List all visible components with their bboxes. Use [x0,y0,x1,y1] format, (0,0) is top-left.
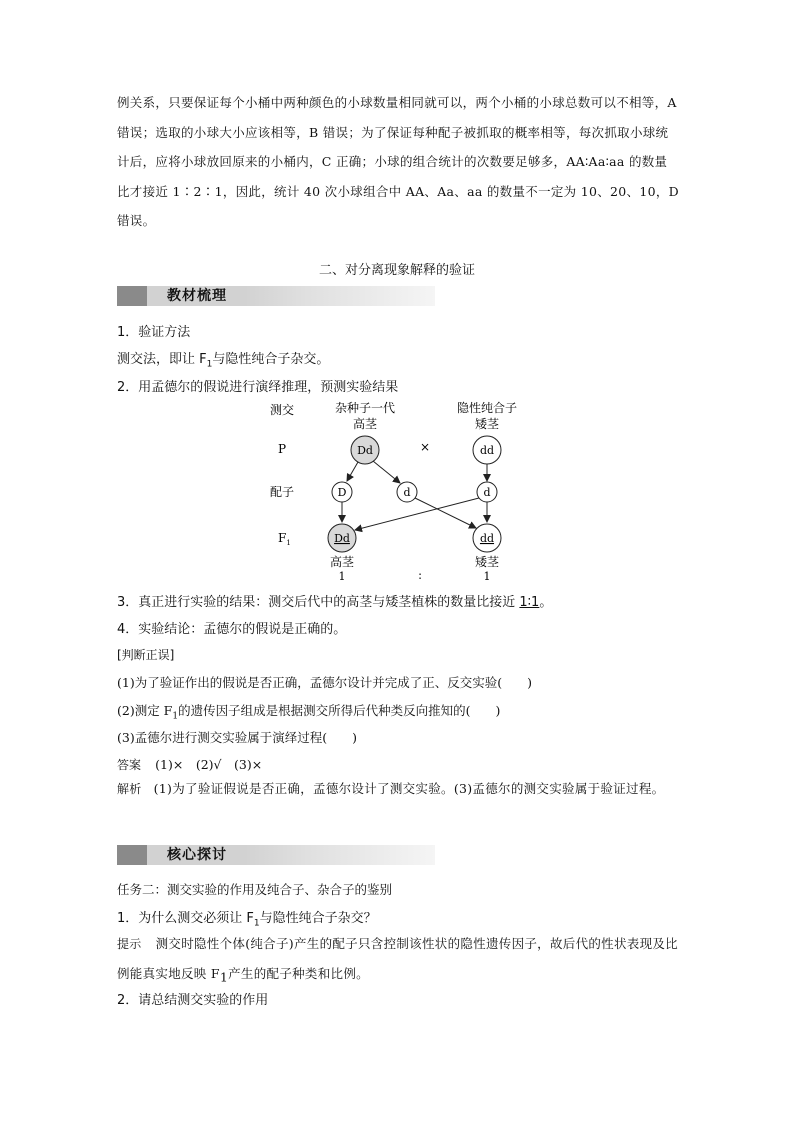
offspring-dd-label: dd [479,532,495,545]
parent-hetero-label: Dd [357,444,373,457]
arrow-d1-to-dd [415,498,476,528]
offspring-Dd-label: Dd [334,532,350,545]
answer-label: 答案 [117,758,142,772]
item3-text [117,591,552,610]
arrow-d2-to-Dd [355,498,479,530]
q1-post: 与隐性纯合子杂交？ [259,911,377,926]
testcross-diagram [260,398,540,583]
banner-core-discussion [117,845,435,865]
gamete-D-label: D [337,486,347,499]
item1-sub: 1 [206,359,213,370]
item1-text [117,348,329,370]
hint-paragraph [117,929,679,992]
analysis-label: 解析 [117,782,142,796]
item4-text: 4．实验结论：孟德尔的假说是正确的。 [117,622,347,637]
ratio-right: 1 [483,570,491,583]
recessive-title: 隐性纯合子 [456,401,518,415]
item1-text-post: 与隐性纯合子杂交。 [212,352,330,367]
task-text: 任务二：测交实验的作用及纯合子、杂合子的鉴别 [117,882,393,897]
question-2: 2．请总结测交实验的作用 [117,993,269,1008]
recessive-phenotype: 矮茎 [474,417,500,431]
judge-item-1: (1)为了验证作出的假说是否正确，孟德尔设计并完成了正、反交实验( ) [117,675,532,690]
hint-text-post: 产生的配子种类和比例。 [228,966,369,981]
answer-text: (1)× (2)√ (3)× [155,757,263,772]
judge2-post: 的遗传因子组成是根据测交所得后代种类反向推知的( ) [178,703,501,718]
arrow-p1-to-D [347,462,358,481]
item1-heading: 1．验证方法 [117,325,191,340]
intro-paragraph [117,88,679,236]
offspring-tall-label: 高茎 [329,555,355,569]
item2-heading: 2．用孟德尔的假说进行演绎推理，预测实验结果 [117,380,399,395]
ratio-left: 1 [338,570,346,583]
banner2-label: 核心探讨 [147,845,247,865]
gamete-d1-label: d [403,486,411,499]
analysis-text: (1)为了验证假说是否正确，孟德尔设计了测交实验。(3)孟德尔的测交实验属于验证过程。 [153,781,665,796]
hint-text-pre: 测交时隐性个体(纯合子)产生的配子只含控制该性状的隐性遗传因子，故后代的性状表现及比例能真实地反映 F [117,936,678,981]
cross-sign: × [419,440,431,454]
hint-sub: 1 [219,969,229,985]
ratio-colon: ∶ [418,570,422,583]
label-f1 [278,531,291,547]
item1-text-pre: 测交法，即让 F [117,352,207,367]
question-1 [117,907,377,929]
judge2-pre: (2)测定 F [117,703,173,718]
intro-text: 例关系，只要保证每个小桶中两种颜色的小球数量相同就可以，两个小桶的小球总数可以不相等，A 错误；选取的小球大小应该相等，B 错误；为了保证每种配子被抓取的概率相等，每次抓取小球统计后，应将小球放回原来的小桶内，C 正确；小球的组合统计的次数要足够多，AA∶Aa∶aa 的数量比才接近 1∶2∶1，因此，统计 40 次小球组合中 AA、Aa、aa 的数量不一定为 10、20、10，D 错误。 [117,95,679,228]
banner-textbook-review [117,286,435,306]
item3-ratio: 1∶1 [519,595,540,610]
item3-text-main: 3．真正进行实验的结果：测交后代中的高茎与矮茎植株的数量比接近 [117,595,520,610]
label-cross: 测交 [270,403,295,417]
gamete-d2-label: d [483,486,491,499]
parent-homo-label: dd [479,444,495,457]
banner-label: 教材梳理 [147,286,247,306]
section-title: 二、对分离现象解释的验证 [318,263,475,278]
label-p: P [278,442,287,456]
judge-heading: [判断正误] [117,648,175,662]
label-f1-sub: 1 [286,539,291,547]
label-gamete: 配子 [270,485,295,499]
q1-sub: 1 [253,918,260,929]
hybrid-title: 杂种子一代 [334,401,396,415]
label-f1-main: F [278,531,287,545]
judge-item-2 [117,701,500,722]
answer-line [117,755,262,773]
judge2-sub: 1 [172,711,179,722]
offspring-short-label: 矮茎 [474,555,500,569]
judge-item-3: (3)孟德尔进行测交实验属于演绎过程( ) [117,730,357,745]
item3-end: 。 [539,595,553,610]
hint-label: 提示 [117,937,142,951]
analysis-paragraph [117,775,679,804]
q1-pre: 1．为什么测交必须让 F [117,911,254,926]
hybrid-phenotype: 高茎 [352,417,378,431]
arrow-p1-to-d [373,461,400,483]
